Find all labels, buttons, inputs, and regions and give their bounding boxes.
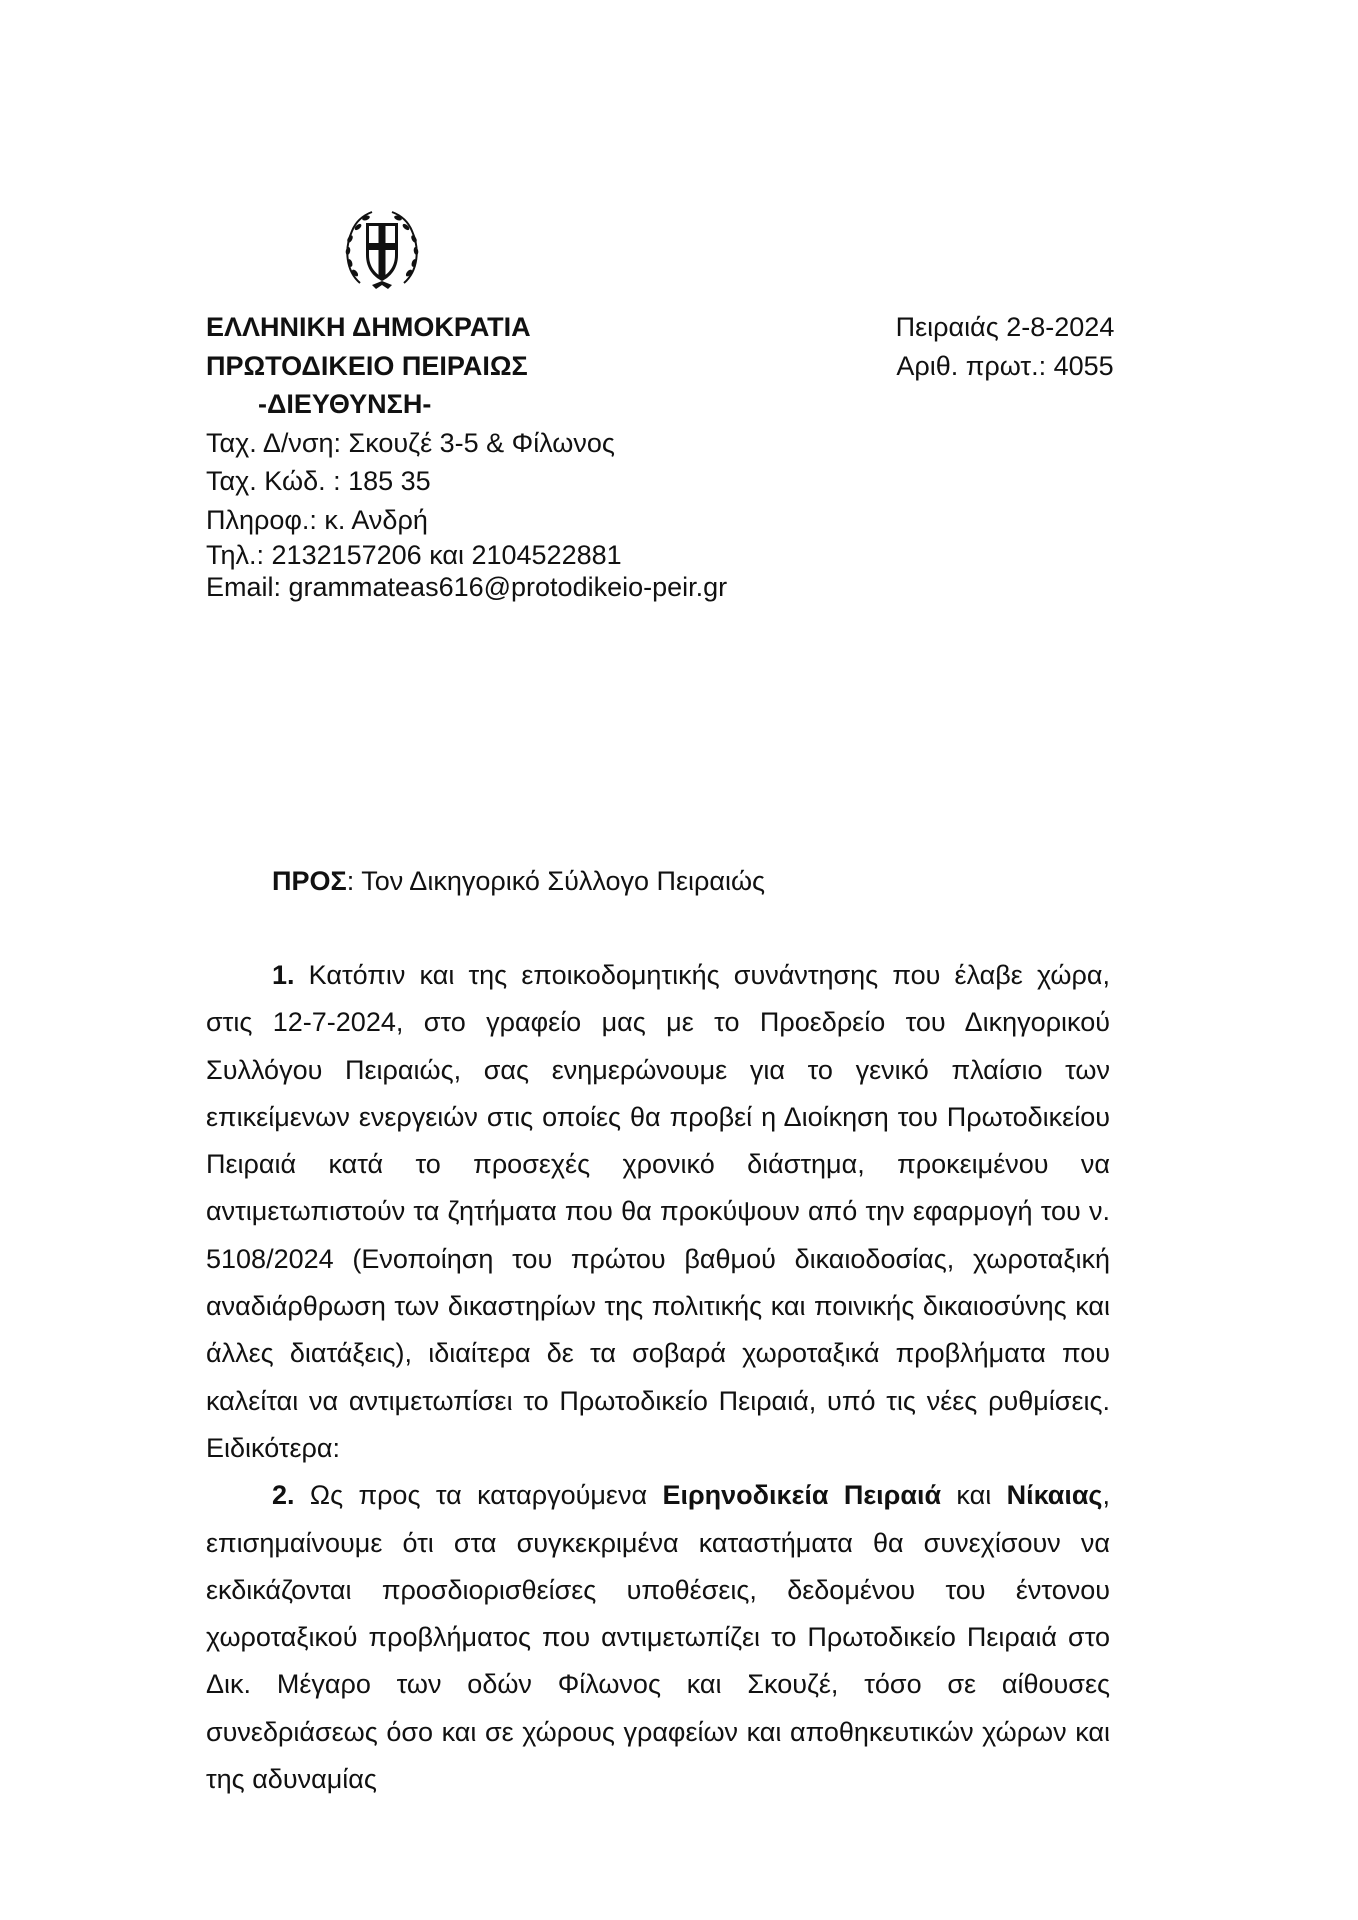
- republic-heading: ΕΛΛΗΝΙΚΗ ΔΗΜΟΚΡΑΤΙΑ: [206, 312, 531, 342]
- court-name-piraeus: Ειρηνοδικεία Πειραιά: [662, 1480, 942, 1511]
- recipient-line: [272, 866, 765, 897]
- postal-code: Ταχ. Κώδ. : 185 35: [206, 466, 431, 496]
- postal-address: Ταχ. Δ/νση: Σκουζέ 3-5 & Φίλωνος: [206, 427, 615, 458]
- paragraph-text: , επισημαίνουμε ότι στα συγκεκριμένα καταστήματα θα συνεχίσουν να εκδικάζονται προσδιορισθείσες υποθέσεις, δεδομένου του έντονου χωροταξικού προβλήματος που αντιμετωπίζει το Πρωτοδικείο Πειραιά στο Δικ. Μέγαρο των οδών Φίλωνος και Σκουζέ, τόσο σε αίθουσες συνεδριάσεως όσο και σε χώρους γραφείων και αποθηκευτικών χώρων και της αδυναμίας: [206, 1480, 1110, 1795]
- greek-coat-of-arms-emblem: [340, 205, 424, 295]
- contact-person: Πληροφ.: κ. Ανδρή: [206, 504, 428, 535]
- court-heading: ΠΡΩΤΟΔΙΚΕΙΟ ΠΕΙΡΑΙΩΣ: [206, 350, 528, 381]
- paragraph-text: Κατόπιν και της εποικοδομητικής συνάντησης που έλαβε χώρα, στις 12-7-2024, στο γραφείο μας με το Προεδρείο του Δικηγορικού Συλλόγου Πειραιώς, σας ενημερώνουμε για το γενικό πλαίσιο των επικείμενων ενεργειών στις οποίες θα προβεί η Διοίκηση του Πρωτοδικείου Πειραιά κατά το προσεχές χρονικό διάστημα, προκειμένου να αντιμετωπιστούν τα ζητήματα που θα προκύψουν από την εφαρμογή του ν. 5108/2024 (Ενοποίηση του πρώτου βαθμού δικαιοδοσίας, χωροταξική αναδιάρθρωση των δικαστηρίων της πολιτικής και ποινικής δικαιοσύνης και άλλες διατάξεις), ιδιαίτερα δε τα σοβαρά χωροταξικά προβλήματα που καλείται να αντιμετωπίσει το Πρωτοδικείο Πειραιά, υπό τις νέες ρυθμίσεις. Ειδικότερα:: [206, 960, 1110, 1463]
- protocol-number: Αριθ. πρωτ.: 4055: [896, 350, 1114, 381]
- email-address: Email: grammateas616@protodikeio-peir.gr: [206, 572, 728, 602]
- phone-numbers: Τηλ.: 2132157206 και 2104522881: [206, 540, 622, 570]
- letter-body: [206, 952, 1110, 1803]
- paragraph-text: Ως προς τα καταργούμενα: [294, 1480, 663, 1511]
- paragraph-number: 1.: [272, 960, 295, 990]
- place-date: Πειραιάς 2-8-2024: [895, 312, 1115, 342]
- date-protocol-block: [890, 308, 1120, 385]
- paragraph-number: 2.: [272, 1480, 295, 1511]
- recipient-label: ΠΡΟΣ: [272, 866, 347, 896]
- court-name-nikaia: Νίκαιας: [1006, 1480, 1103, 1511]
- paragraph-1: [206, 952, 1110, 1472]
- paragraph-text: και: [941, 1480, 1007, 1511]
- sender-block: [206, 308, 727, 603]
- department-heading: -ΔΙΕΥΘΥΝΣΗ-: [258, 389, 432, 419]
- paragraph-2: [206, 1472, 1110, 1803]
- recipient-name: : Τον Δικηγορικό Σύλλογο Πειραιώς: [346, 866, 766, 896]
